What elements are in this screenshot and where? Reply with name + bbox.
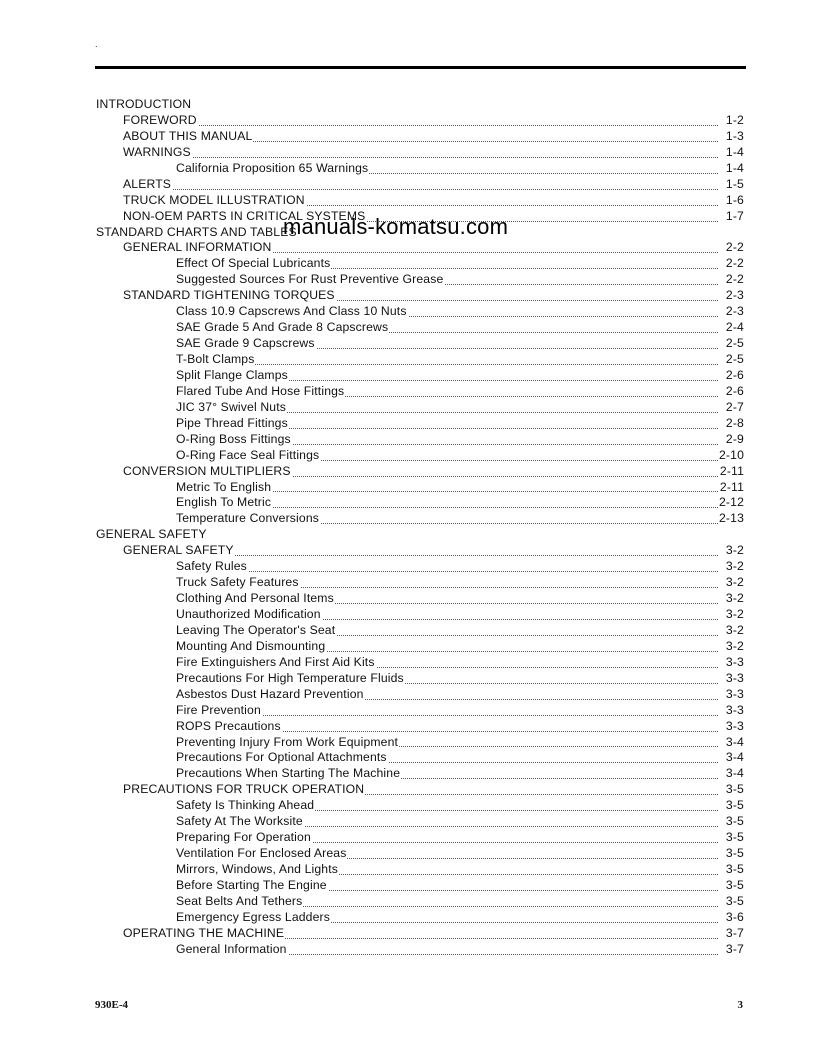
toc-entry [96,894,746,910]
toc-entry-page: 3-3 [725,718,744,733]
toc-entry [96,798,746,814]
toc-entry-title: Precautions For High Temperature Fluids [176,670,404,685]
toc-entry-page: 3-2 [725,622,744,637]
toc-entry-title: Clothing And Personal Items [176,591,334,606]
toc-entry [96,878,746,894]
toc-entry-title: Fire Extinguishers And First Aid Kits [176,654,375,669]
toc-entry-page: 1-4 [725,144,744,159]
toc-entry-page: 3-4 [725,766,744,781]
toc-entry-title: Mounting And Dismounting [176,638,326,653]
toc-entry-title: STANDARD CHARTS AND TABLES [96,224,297,239]
toc-entry-page: 3-7 [725,925,744,940]
toc-entry-title: SAE Grade 5 And Grade 8 Capscrews [176,320,389,335]
toc-entry [96,559,746,575]
toc-entry-page: 2-9 [725,431,744,446]
toc-entry-title: WARNINGS [123,144,191,159]
toc-entry-title: CONVERSION MULTIPLIERS [123,463,291,478]
toc-entry-page: 2-5 [725,336,744,351]
toc-entry-title: PRECAUTIONS FOR TRUCK OPERATION [123,782,365,797]
toc-entry-page: 2-3 [725,304,744,319]
toc-entry-page: 2-2 [725,240,744,255]
toc-entry-title: General Information [176,941,287,956]
toc-entry-title: Unauthorized Modification [176,607,321,621]
toc-entry [96,193,746,209]
toc-entry-title: Precautions When Starting The Machine [176,766,401,781]
toc-entry-page: 3-5 [725,877,744,892]
toc-entry-page: 1-5 [725,176,744,191]
toc-entry-page: 3-5 [725,830,744,845]
toc-entry-page: 1-6 [725,192,744,207]
toc-entry-title: English To Metric [176,495,272,510]
toc-entry-page: 2-12 [719,495,744,510]
toc-entry-page: 2-2 [725,256,744,271]
toc-entry [96,336,746,352]
toc-entry [96,607,746,623]
toc-entry [96,846,746,862]
toc-entry-page: 1-3 [725,128,744,143]
toc-entry-title: GENERAL SAFETY [123,543,234,558]
toc-entry-page: 1-4 [725,160,744,175]
toc-entry [96,830,746,846]
toc-entry-title: Preventing Injury From Work Equipment [176,734,399,749]
toc-entry-title: Flared Tube And Hose Fittings [176,383,345,398]
toc-entry [96,416,746,432]
toc-entry-title: Precautions For Optional Attachments [176,750,387,765]
toc-entry [96,288,746,304]
toc-entry-title: Class 10.9 Capscrews And Class 10 Nuts [176,304,407,319]
toc-entry-title: Suggested Sources For Rust Preventive Grease [176,272,444,287]
toc-entry-page: 3-2 [725,575,744,590]
toc-entry [96,256,746,272]
toc-entry-title: Safety At The Worksite [176,814,303,829]
toc-entry-page: 3-5 [725,798,744,813]
toc-entry-page: 3-5 [725,814,744,829]
toc-leader-dots [123,115,718,126]
toc-entry-page: 3-5 [725,893,744,908]
toc-entry [96,862,746,878]
toc-entry [96,942,746,958]
toc-entry-title: ABOUT THIS MANUAL [123,128,253,143]
toc-entry-title: Leaving The Operator's Seat [176,622,336,637]
toc-entry-page: 3-2 [725,607,744,621]
toc-leader-dots [176,561,718,572]
toc-entry-title: JIC 37° Swivel Nuts [176,399,286,414]
toc-entry [96,735,746,751]
toc-entry [96,750,746,766]
toc-entry [96,432,746,448]
toc-entry [96,926,746,942]
toc-entry [96,448,746,464]
toc-entry [96,272,746,288]
toc-entry [96,368,746,384]
toc-entry [96,352,746,368]
toc-entry [96,240,746,256]
toc-entry [96,543,746,559]
toc-entry-title: Seat Belts And Tethers [176,893,303,908]
toc-entry [96,495,746,511]
toc-entry-page: 3-2 [725,591,744,606]
toc-entry-page: 3-2 [725,543,744,558]
toc-leader-dots [176,354,718,365]
header-rule [95,66,746,69]
toc-entry-title: STANDARD TIGHTENING TORQUES [123,288,335,303]
toc-entry-page: 3-5 [725,862,744,876]
toc-entry-title: ALERTS [123,176,172,191]
toc-entry-page: 3-3 [725,702,744,717]
toc-entry-title: Mirrors, Windows, And Lights [176,862,339,876]
toc-entry-title: Emergency Egress Ladders [176,909,330,924]
toc-entry-page: 3-2 [725,638,744,653]
toc-entry [96,814,746,830]
toc-section-heading [96,97,746,113]
toc-entry [96,129,746,145]
toc-entry [96,623,746,639]
toc-entry-page: 3-6 [725,909,744,924]
toc-entry [96,145,746,161]
toc-entry [96,719,746,735]
header-mark: . [95,39,98,49]
toc-entry [96,591,746,607]
toc-entry [96,671,746,687]
toc-entry [96,782,746,798]
toc-entry [96,511,746,527]
toc-entry-page: 1-7 [725,208,744,223]
toc-entry-title: T-Bolt Clamps [176,352,255,366]
toc-entry-title: Temperature Conversions [176,511,319,526]
toc-entry-page: 2-5 [725,352,744,366]
footer-page-number: 3 [737,999,743,1011]
toc-entry-title: Preparing For Operation [176,830,311,845]
toc-entry-page: 3-5 [725,782,744,797]
toc-entry-title: O-Ring Face Seal Fittings [176,447,320,462]
toc-entry [96,910,746,926]
toc-entry [96,480,746,496]
toc-entry [96,575,746,591]
toc-entry-page: 3-3 [725,654,744,669]
toc-entry-page: 2-6 [725,367,744,382]
toc-entry-title: Truck Safety Features [176,575,299,590]
toc-entry-page: 2-8 [725,415,744,430]
toc-entry-page: 2-3 [725,288,744,303]
toc-entry-page: 2-13 [719,511,744,526]
toc-entry-title: TRUCK MODEL ILLUSTRATION [123,192,305,207]
toc-entry-page: 3-4 [725,734,744,749]
toc-entry-title: SAE Grade 9 Capscrews [176,336,315,351]
toc-entry-page: 2-2 [725,272,744,287]
toc-entry-title: O-Ring Boss Fittings [176,431,291,446]
toc-entry-title: NON-OEM PARTS IN CRITICAL SYSTEMS [123,208,366,223]
watermark: manuals-komatsu.com [283,214,509,239]
toc-leader-dots [123,179,718,190]
toc-entry [96,703,746,719]
toc-entry [96,464,746,480]
toc-entry-title: Fire Prevention [176,702,261,717]
toc-entry-page: 2-6 [725,383,744,398]
toc-entry-title: ROPS Precautions [176,718,281,733]
toc-entry-title: Safety Is Thinking Ahead [176,798,315,813]
toc-entry-title: GENERAL SAFETY [96,527,207,542]
toc-entry-page: 3-5 [725,846,744,861]
toc-entry-title: Ventilation For Enclosed Areas [176,846,347,861]
toc-entry-title: Pipe Thread Fittings [176,415,288,430]
toc-entry [96,177,746,193]
toc-entry-title: California Proposition 65 Warnings [176,160,369,175]
toc-entry [96,766,746,782]
toc-entry-page: 2-11 [719,479,744,494]
toc-entry-page: 3-2 [725,559,744,574]
toc-entry-title: Safety Rules [176,559,247,574]
toc-entry [96,400,746,416]
toc-entry-title: FOREWORD [123,112,197,127]
toc-entry-title: INTRODUCTION [96,97,192,111]
toc-entry [96,687,746,703]
toc-entry-page: 2-7 [725,399,744,414]
toc-entry-title: GENERAL INFORMATION [123,240,272,255]
toc-entry [96,384,746,400]
toc-entry-page: 1-2 [725,112,744,127]
toc-section-heading [96,527,746,543]
toc-entry-title: Asbestos Dust Hazard Prevention [176,686,364,701]
toc-entry-page: 2-10 [719,447,744,462]
toc-entry-title: Before Starting The Engine [176,877,327,892]
toc-entry [96,113,746,129]
toc-leader-dots [123,147,718,158]
toc-entry-page: 3-4 [725,750,744,765]
toc-entry-title: Effect Of Special Lubricants [176,256,331,271]
toc-entry-page: 3-3 [725,686,744,701]
toc-entry-title: OPERATING THE MACHINE [123,925,285,940]
toc-entry [96,655,746,671]
toc-entry [96,304,746,320]
toc-entry [96,320,746,336]
footer-model: 930E-4 [95,999,128,1011]
toc-entry-page: 2-4 [725,320,744,335]
toc-entry-title: Split Flange Clamps [176,367,288,382]
toc-entry-page: 2-11 [719,463,744,478]
toc-entry [96,161,746,177]
toc-entry [96,639,746,655]
toc-entry-page: 3-7 [725,941,744,956]
toc-entry-page: 3-3 [725,670,744,685]
toc-entry-title: Metric To English [176,479,272,494]
